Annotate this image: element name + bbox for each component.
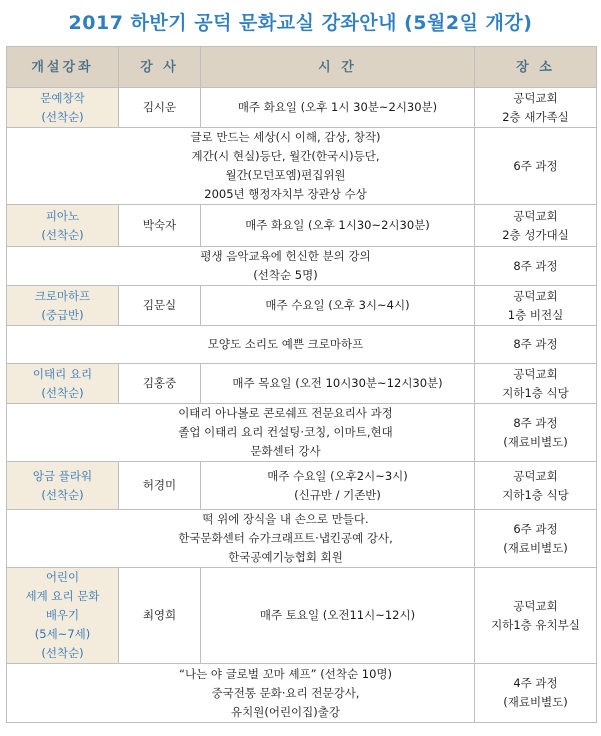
instructor-name: 허경미 [119,462,201,510]
text-line: 글로 만드는 세상(시 이해, 감상, 창작) [190,130,381,144]
class-time [201,568,475,664]
course-description [7,128,475,205]
course-row [7,88,597,128]
class-time [201,286,475,326]
course-name [7,568,119,664]
text-line: 이태리 아나볼로 콘로쉐프 전문요리사 과정 [178,406,393,420]
text-line: 모양도 소리도 예쁜 크로마하프 [207,337,364,351]
course-description [7,664,475,723]
instructor-name: 김시운 [119,88,201,128]
text-line: 매주 목요일 (오전 10시30분~12시30분) [232,376,443,390]
course-row [7,462,597,510]
course-duration [475,404,597,462]
class-place [475,462,597,510]
text-line: “나는 야 글로벌 꼬마 셰프” (선착순 10명) [179,666,392,681]
course-description [7,510,475,568]
text-line: (선착순) [41,646,84,660]
text-line: (재료비별도) [503,695,568,709]
header-time: 시 간 [201,47,475,88]
course-name [7,88,119,128]
text-line: 공덕교회 [513,366,558,381]
text-line: 이태리 요리 [32,366,93,381]
text-line: 문화센터 강사 [250,444,321,458]
text-line: 2005년 행정자치부 장관상 수상 [204,187,367,201]
text-line: 매주 수요일 (오후2시~3시) [267,468,408,483]
class-time [201,205,475,247]
instructor-name: 김문실 [119,286,201,326]
text-line: (선착순) [41,487,84,502]
text-line: (재료비별도) [503,434,568,449]
text-line: 2층 성가대실 [502,227,569,242]
course-detail-row [7,664,597,723]
text-line: 지하1층 유치부실 [491,617,580,632]
text-line: 공덕교회 [513,208,558,223]
course-duration [475,510,597,568]
course-duration [475,128,597,205]
text-line: 한국공예기능협회 회원 [228,550,343,564]
course-list [7,88,597,723]
page-title: 2017 하반기 공덕 문화교실 강좌안내 (5월2일 개강) [68,12,533,34]
text-line: (선착순) [41,385,84,400]
class-time [201,462,475,510]
text-line: 월간(모던포엠)편집위원 [225,168,346,182]
text-line: 유치원(어린이집)출강 [231,704,340,719]
text-line: (선착순) [41,227,84,242]
table-header-row [7,47,597,88]
text-line: 지하1층 식당 [502,487,569,502]
text-line: 떡 위에 장식을 내 손으로 만들다. [202,512,369,526]
course-name [7,286,119,326]
text-line: 매주 화요일 (오후 1시30~2시30분) [245,218,430,232]
text-line: 매주 수요일 (오후 3시~4시) [265,298,410,312]
text-line: 1층 비전실 [507,307,564,322]
text-line: 어린이 [45,570,80,584]
text-line: 지하1층 식당 [502,385,569,400]
text-line: (선착순 5명) [253,268,318,282]
text-line: 2층 새가족실 [502,109,569,124]
text-line: 한국문화센터 슈가크래프트·냅킨공예 강사, [178,531,393,545]
course-detail-row [7,404,597,462]
text-line: 매주 화요일 (오후 1시 30분~2시30분) [237,100,438,114]
course-table [6,46,597,723]
course-detail-row [7,247,597,286]
course-duration [475,247,597,286]
text-line: 공덕교회 [513,90,558,105]
class-place [475,286,597,326]
header-instructor: 강 사 [119,47,201,88]
text-line: (선착순) [41,109,84,124]
text-line: 중국전통 문화·요리 전문강사, [211,685,360,700]
text-line: 세계 요리 문화 [25,589,100,603]
course-duration [475,326,597,364]
class-place [475,205,597,247]
instructor-name: 박숙자 [119,205,201,247]
course-name [7,364,119,404]
class-time [201,88,475,128]
text-line: 8주 과정 [513,258,558,273]
course-detail-row [7,326,597,364]
text-line: 문예창작 [40,90,85,105]
text-line: 졸업 이태리 요리 컨설팅·코칭, 이마트,현대 [178,425,393,439]
header-course: 개설강좌 [7,47,119,88]
class-place [475,88,597,128]
course-duration [475,664,597,723]
course-description [7,404,475,462]
course-description [7,326,475,364]
instructor-name: 최영희 [119,568,201,664]
text-line: 공덕교회 [513,288,558,303]
text-line: 4주 과정 [513,676,558,690]
text-line: 크로마하프 [34,288,91,303]
text-line: (중급반) [41,307,84,322]
class-place [475,568,597,664]
text-line: 배우기 [45,608,80,622]
text-line: 8주 과정 [513,337,558,351]
text-line: 6주 과정 [513,158,558,173]
course-row [7,286,597,326]
text-line: 공덕교회 [513,468,558,483]
text-line: 평생 음악교육에 헌신한 분의 강의 [200,249,371,263]
text-line: 6주 과정 [513,521,558,536]
course-description [7,247,475,286]
class-time [201,364,475,404]
text-line: 앙금 플라워 [32,468,93,483]
text-line: 매주 토요일 (오전11시~12시) [259,608,416,622]
course-name [7,462,119,510]
course-row [7,364,597,404]
course-row [7,205,597,247]
course-row [7,568,597,664]
course-name [7,205,119,247]
text-line: 계간(시 현실)등단, 월간(한국시)등단, [191,149,380,163]
instructor-name: 김홍중 [119,364,201,404]
class-place [475,364,597,404]
text-line: (신규반 / 기존반) [294,487,381,502]
course-detail-row [7,510,597,568]
text-line: 8주 과정 [513,415,558,430]
text-line: 공덕교회 [513,598,558,613]
course-detail-row [7,128,597,205]
header-place: 장 소 [475,47,597,88]
text-line: (재료비별도) [503,540,568,555]
text-line: 피아노 [45,208,80,223]
text-line: (5세~7세) [34,627,91,641]
